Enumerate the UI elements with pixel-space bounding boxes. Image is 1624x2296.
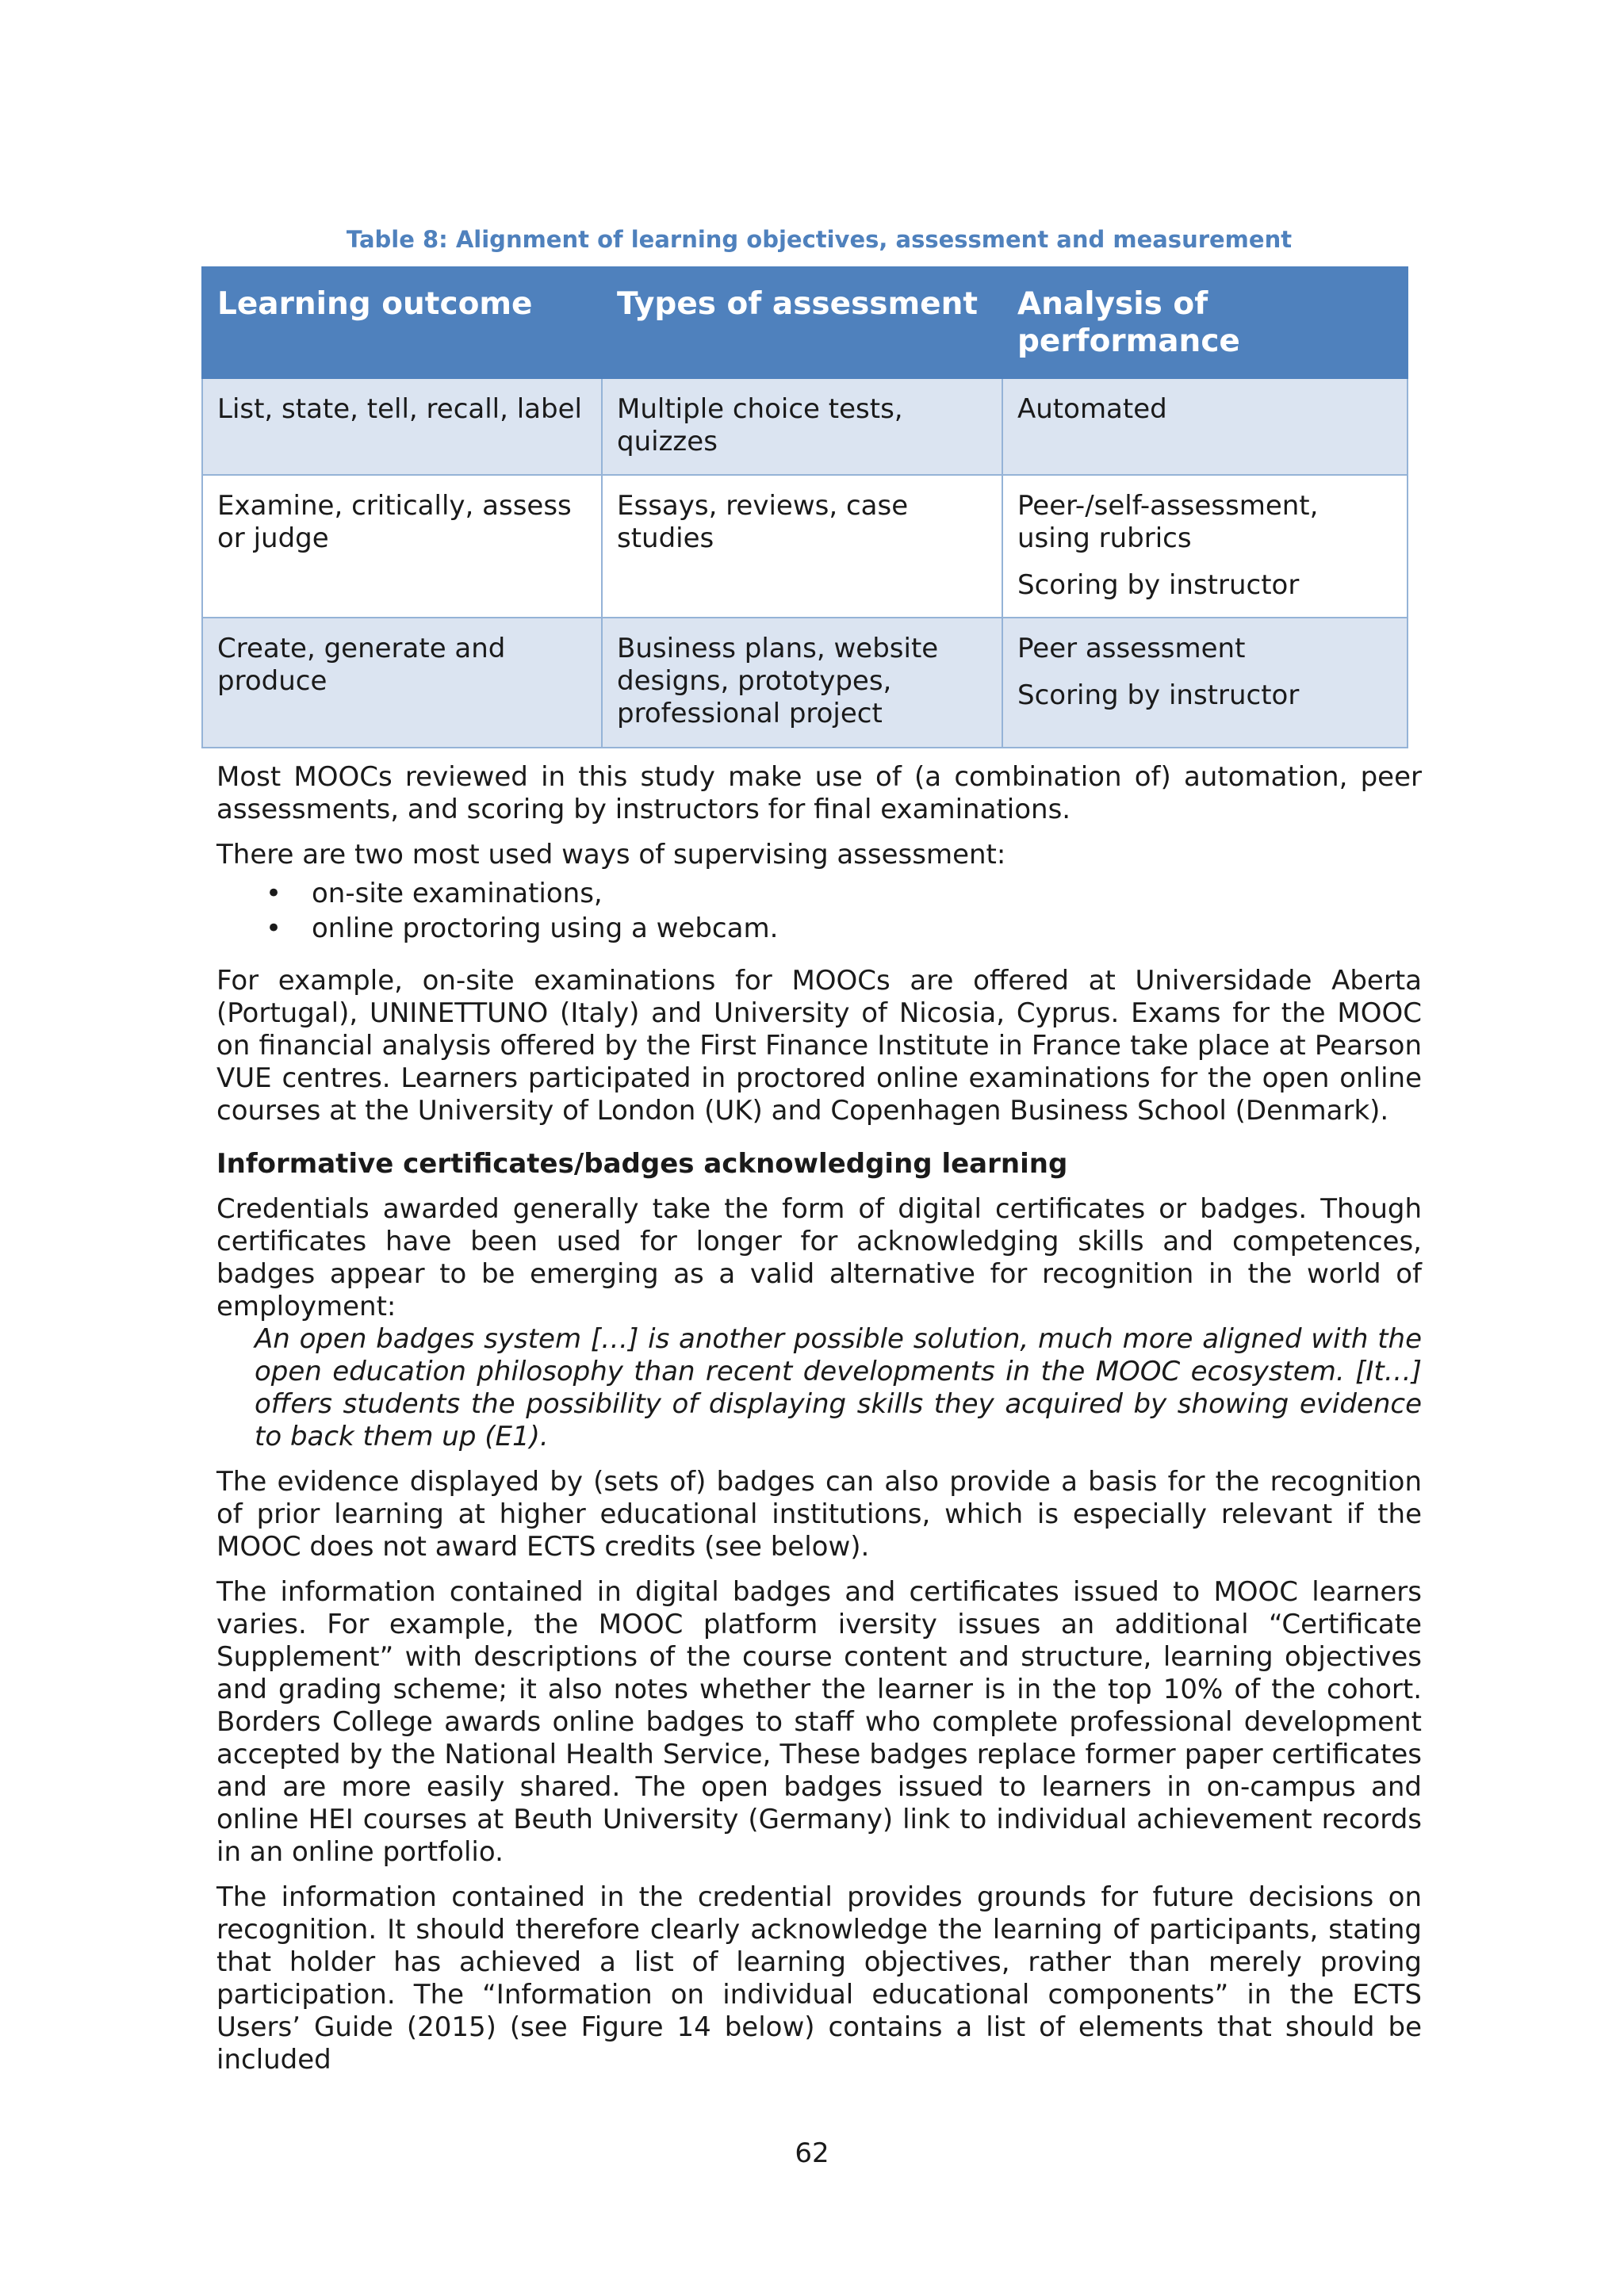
section-heading: Informative certificates/badges acknowledging learning [216, 1148, 1068, 1180]
analysis-item: Scoring by instructor [1017, 679, 1300, 711]
list-item-text: on-site examinations, [312, 878, 603, 909]
cell-outcome: Create, generate and produce [202, 618, 602, 748]
paragraph-recognition: The information contained in the credential provides grounds for future decisions on recognition. It should therefore clearly acknowledge the learning of participants, stating that holder has achieved a list of learning objectives, rather than merely proving participation. The “Information on individual educational components” in the ECTS Users’ Guide (2015) (see Figure 14 below) contains a list of elements that should be included [216, 1881, 1422, 2076]
paragraph-information: The information contained in digital badges and certificates issued to MOOC learners varies. For example, the MOOC platform iversity issues an additional “Certificate Supplement” with descriptions of the course content and structure, learning objectives and grading scheme; it also notes whether the learner is in the top 10% of the cohort. Borders College awards online badges to staff who complete professional development accepted by the National Health Service, These badges replace former paper certificates and are more easily shared. The open badges issued to learners in on-campus and online HEI courses at Beuth University (Germany) link to individual achievement records in an online portfolio. [216, 1576, 1422, 1868]
paragraph-assessment-mix: Most MOOCs reviewed in this study make use of (a combination of) automation, peer assessments, and scoring by instructors for final examinations. [216, 761, 1422, 825]
table-row [202, 378, 1408, 475]
table-header-row [202, 267, 1408, 378]
analysis-item: Automated [1017, 393, 1167, 425]
bullet-icon: • [266, 878, 282, 909]
cell-analysis [1002, 378, 1408, 475]
list-item-text: online proctoring using a webcam. [312, 913, 779, 944]
bullet-icon: • [266, 913, 282, 944]
header-types-of-assessment: Types of assessment [602, 267, 1002, 378]
analysis-item: Scoring by instructor [1017, 569, 1300, 601]
alignment-table [201, 266, 1408, 748]
cell-analysis [1002, 618, 1408, 748]
analysis-item: Peer-/self-assessment, using rubrics [1017, 490, 1319, 554]
cell-outcome: Examine, critically, assess or judge [202, 475, 602, 618]
cell-assessment: Essays, reviews, case studies [602, 475, 1002, 618]
list-item [216, 911, 1422, 946]
table-row [202, 618, 1408, 748]
paragraph-evidence: The evidence displayed by (sets of) badges can also provide a basis for the recognition of prior learning at higher educational institutions, which is especially relevant if the MOOC does not award ECTS credits (see below). [216, 1466, 1422, 1563]
paragraph-credentials: Credentials awarded generally take the form of digital certificates or badges. Though certificates have been used for longer for acknowledging skills and competences, badges appear to be emerging as a valid alternative for recognition in the world of employment: [216, 1193, 1422, 1322]
table-caption: Table 8: Alignment of learning objectives, assessment and measurement [346, 226, 1293, 253]
cell-analysis [1002, 475, 1408, 618]
header-learning-outcome: Learning outcome [202, 267, 602, 378]
cell-outcome: List, state, tell, recall, label [202, 378, 602, 475]
page-number: 62 [795, 2137, 829, 2169]
paragraph-supervision-intro: There are two most used ways of supervising assessment: [216, 839, 1006, 871]
analysis-item: Peer assessment [1017, 633, 1246, 664]
block-quote: An open badges system […] is another possible solution, much more aligned with the open education philosophy than recent developments in the MOOC ecosystem. [It…] offers students the possibility of displaying skills they acquired by showing evidence to back them up (E1). [255, 1323, 1422, 1452]
document-page [216, 224, 1422, 2076]
supervision-list [216, 876, 1422, 946]
header-analysis-of-performance: Analysis of performance [1002, 267, 1408, 378]
table-row [202, 475, 1408, 618]
cell-assessment: Business plans, website designs, prototypes, professional project [602, 618, 1002, 748]
paragraph-examples: For example, on-site examinations for MOOCs are offered at Universidade Aberta (Portugal), UNINETTUNO (Italy) and University of Nicosia, Cyprus. Exams for the MOOC on financial analysis offered by the First Finance Institute in France take place at Pearson VUE centres. Learners participated in proctored online examinations for the open online courses at the University of London (UK) and Copenhagen Business School (Denmark). [216, 965, 1422, 1127]
cell-assessment: Multiple choice tests, quizzes [602, 378, 1002, 475]
list-item [216, 876, 1422, 911]
